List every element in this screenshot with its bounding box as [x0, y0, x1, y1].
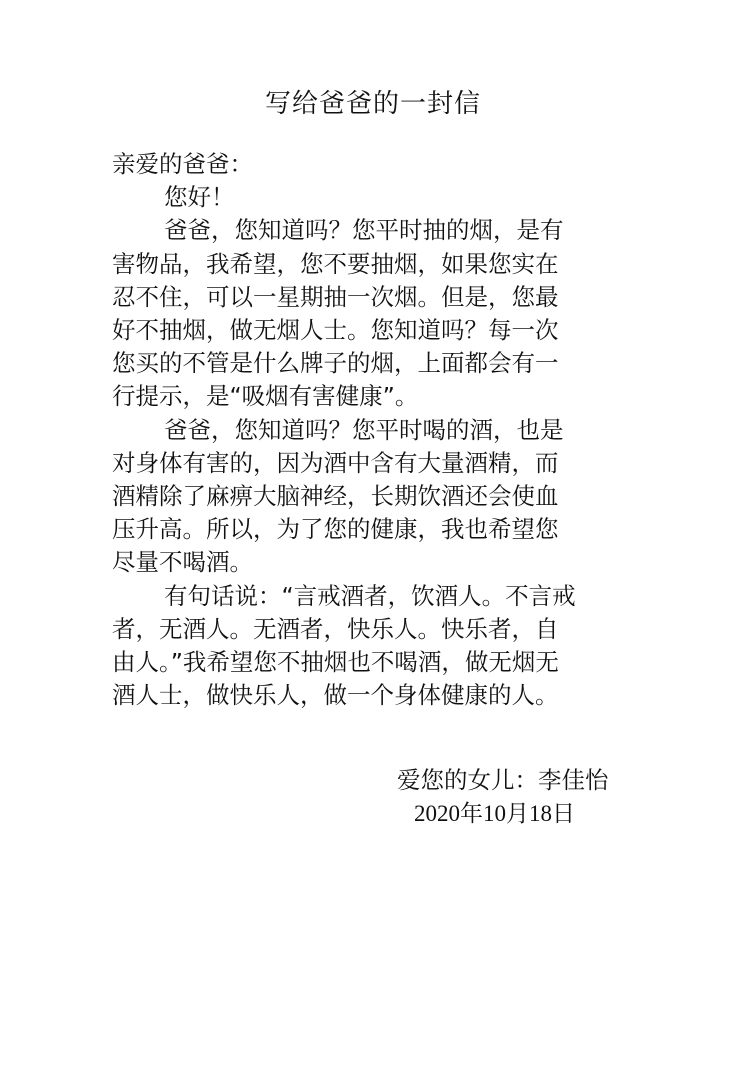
paragraph-2-line: 压升高。所以，为了您的健康，我也希望您 [112, 515, 559, 544]
paragraph-1-line: 您买的不管是什么牌子的烟，上面都会有一 [112, 349, 559, 378]
paragraph-1-line: 好不抽烟，做无烟人士。您知道吗？每一次 [112, 316, 559, 345]
paragraph-3-line: 有句话说：“言戒酒者，饮酒人。不言戒 [164, 581, 576, 610]
paragraph-3-line: 酒人士，做快乐人，做一个身体健康的人。 [112, 681, 559, 710]
paragraph-2-line: 对身体有害的，因为酒中含有大量酒精，而 [112, 448, 559, 477]
signature: 爱您的女儿：李佳怡 [397, 766, 609, 794]
paragraph-1 [112, 214, 642, 413]
paragraph-3-line: 者，无酒人。无酒者，快乐人。快乐者，自 [112, 614, 559, 643]
letter-date: 2020年10月18日 [414, 801, 575, 826]
letter-title: 写给爸爸的一封信 [264, 89, 481, 119]
greeting: 您好！ [164, 183, 235, 212]
letter-body [112, 148, 642, 712]
salutation: 亲爱的爸爸： [112, 150, 253, 178]
paragraph-2-line: 尽量不喝酒。 [112, 548, 253, 577]
paragraph-2-line: 爸爸，您知道吗？您平时喝的酒，也是 [164, 415, 564, 444]
paragraph-1-line: 爸爸，您知道吗？您平时抽的烟，是有 [164, 216, 564, 245]
paragraph-2 [112, 414, 642, 580]
paragraph-2-line: 酒精除了麻痹大脑神经，长期饮酒还会使血 [112, 482, 559, 511]
paragraph-1-line: 害物品，我希望，您不要抽烟，如果您实在 [112, 249, 559, 278]
paragraph-1-line: 行提示，是“吸烟有害健康”。 [112, 382, 419, 411]
paragraph-3-line: 由人。”我希望您不抽烟也不喝酒，做无烟无 [112, 648, 559, 677]
paragraph-3 [112, 580, 642, 713]
paragraph-1-line: 忍不住，可以一星期抽一次烟。但是，您最 [112, 282, 559, 311]
